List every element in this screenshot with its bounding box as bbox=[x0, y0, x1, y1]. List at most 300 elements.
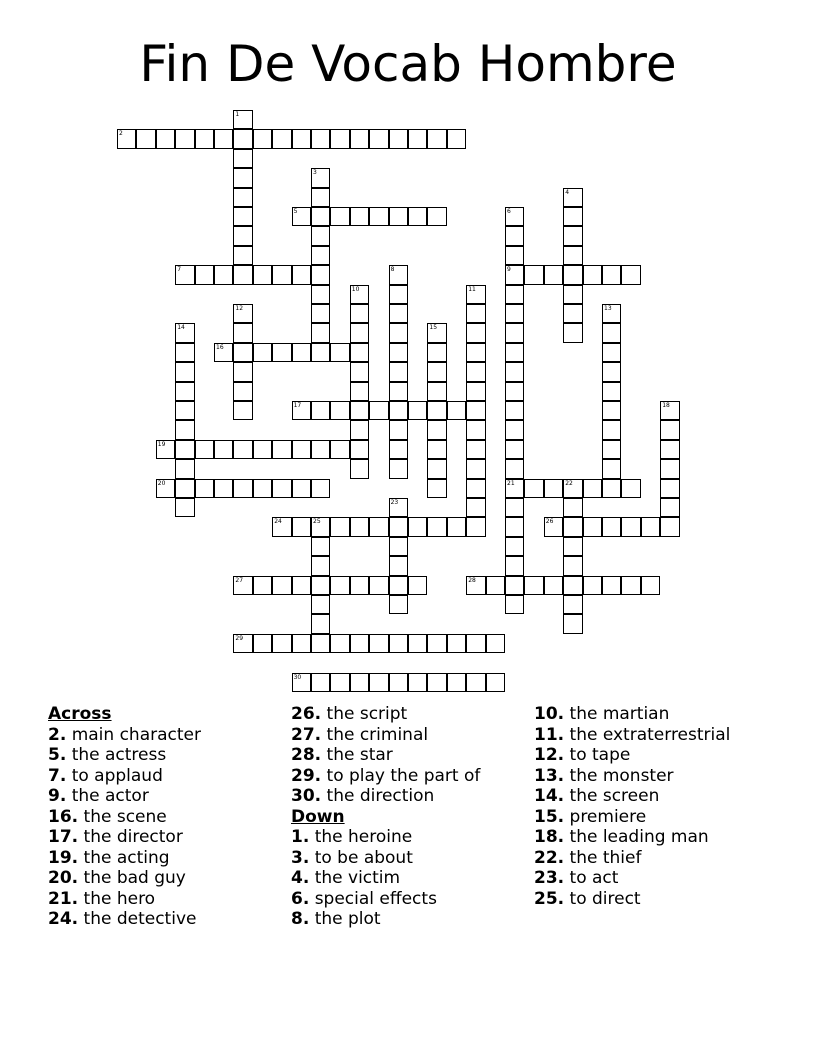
grid-cell[interactable] bbox=[292, 673, 311, 692]
grid-cell[interactable] bbox=[330, 576, 349, 595]
grid-cell[interactable] bbox=[292, 576, 311, 595]
grid-cell[interactable] bbox=[311, 226, 330, 245]
grid-cell[interactable] bbox=[350, 517, 369, 536]
grid-cell[interactable] bbox=[389, 285, 408, 304]
grid-cell[interactable] bbox=[233, 576, 252, 595]
grid-cell[interactable] bbox=[389, 595, 408, 614]
grid-cell[interactable] bbox=[292, 265, 311, 284]
grid-cell[interactable] bbox=[350, 401, 369, 420]
grid-cell[interactable] bbox=[389, 304, 408, 323]
grid-cell[interactable] bbox=[524, 265, 543, 284]
grid-cell[interactable] bbox=[350, 673, 369, 692]
grid-cell[interactable] bbox=[195, 129, 214, 148]
grid-cell[interactable] bbox=[389, 401, 408, 420]
grid-cell[interactable] bbox=[233, 265, 252, 284]
grid-cell[interactable] bbox=[408, 207, 427, 226]
grid-cell[interactable] bbox=[272, 343, 291, 362]
grid-cell[interactable] bbox=[660, 498, 679, 517]
grid-cell[interactable] bbox=[524, 479, 543, 498]
clue-item-number: 7. bbox=[48, 765, 67, 786]
grid-cell[interactable] bbox=[175, 343, 194, 362]
grid-cell[interactable] bbox=[233, 226, 252, 245]
grid-cell[interactable] bbox=[292, 634, 311, 653]
grid-cell[interactable] bbox=[389, 323, 408, 342]
grid-cell[interactable] bbox=[505, 265, 524, 284]
grid-cell[interactable] bbox=[136, 129, 155, 148]
grid-cell[interactable] bbox=[233, 323, 252, 342]
grid-cell[interactable] bbox=[563, 537, 582, 556]
grid-cell[interactable] bbox=[389, 265, 408, 284]
grid-cell[interactable] bbox=[641, 576, 660, 595]
grid-cell[interactable] bbox=[602, 401, 621, 420]
grid-cell[interactable] bbox=[427, 129, 446, 148]
grid-cell[interactable] bbox=[389, 537, 408, 556]
grid-cell[interactable] bbox=[602, 420, 621, 439]
grid-cell[interactable] bbox=[311, 168, 330, 187]
grid-cell[interactable] bbox=[311, 401, 330, 420]
grid-cell[interactable] bbox=[602, 382, 621, 401]
grid-cell[interactable] bbox=[233, 207, 252, 226]
grid-cell[interactable] bbox=[292, 343, 311, 362]
clue-item-text: the victim bbox=[309, 868, 401, 888]
grid-cell[interactable] bbox=[563, 207, 582, 226]
grid-cell[interactable] bbox=[272, 440, 291, 459]
grid-cell[interactable] bbox=[330, 401, 349, 420]
grid-cell[interactable] bbox=[292, 479, 311, 498]
grid-cell[interactable] bbox=[311, 323, 330, 342]
grid-cell[interactable] bbox=[233, 149, 252, 168]
grid-cell[interactable] bbox=[466, 459, 485, 478]
grid-cell[interactable] bbox=[466, 382, 485, 401]
grid-cell[interactable] bbox=[311, 673, 330, 692]
grid-cell[interactable] bbox=[602, 323, 621, 342]
grid-cell[interactable] bbox=[369, 576, 388, 595]
grid-cell[interactable] bbox=[602, 576, 621, 595]
grid-cell[interactable] bbox=[311, 207, 330, 226]
clue-item-text: the heroine bbox=[309, 827, 413, 847]
grid-cell[interactable] bbox=[505, 362, 524, 381]
grid-cell[interactable] bbox=[175, 440, 194, 459]
grid-cell[interactable] bbox=[641, 517, 660, 536]
grid-cell[interactable] bbox=[486, 634, 505, 653]
clue-item bbox=[48, 745, 283, 766]
grid-cell[interactable] bbox=[427, 382, 446, 401]
grid-cell[interactable] bbox=[583, 479, 602, 498]
grid-cell[interactable] bbox=[524, 576, 543, 595]
grid-cell[interactable] bbox=[621, 517, 640, 536]
grid-cell[interactable] bbox=[272, 265, 291, 284]
grid-cell[interactable] bbox=[233, 168, 252, 187]
grid-cell[interactable] bbox=[505, 517, 524, 536]
grid-cell[interactable] bbox=[175, 129, 194, 148]
grid-cell[interactable] bbox=[272, 129, 291, 148]
grid-cell[interactable] bbox=[505, 401, 524, 420]
grid-cell[interactable] bbox=[311, 634, 330, 653]
grid-cell[interactable] bbox=[563, 479, 582, 498]
grid-cell[interactable] bbox=[660, 420, 679, 439]
grid-cell[interactable] bbox=[466, 517, 485, 536]
grid-cell[interactable] bbox=[466, 576, 485, 595]
grid-cell[interactable] bbox=[563, 226, 582, 245]
grid-cell[interactable] bbox=[311, 440, 330, 459]
grid-cell[interactable] bbox=[466, 401, 485, 420]
grid-cell[interactable] bbox=[195, 479, 214, 498]
grid-cell[interactable] bbox=[408, 673, 427, 692]
grid-cell[interactable] bbox=[427, 517, 446, 536]
grid-cell[interactable] bbox=[427, 420, 446, 439]
grid-cell[interactable] bbox=[602, 304, 621, 323]
grid-cell[interactable] bbox=[466, 420, 485, 439]
grid-cell[interactable] bbox=[447, 517, 466, 536]
grid-cell[interactable] bbox=[175, 459, 194, 478]
grid-cell[interactable] bbox=[408, 129, 427, 148]
clue-number: 29 bbox=[235, 634, 244, 642]
grid-cell[interactable] bbox=[389, 420, 408, 439]
clue-item-text: the actor bbox=[66, 786, 149, 806]
grid-cell[interactable] bbox=[621, 265, 640, 284]
grid-cell[interactable] bbox=[602, 362, 621, 381]
grid-cell[interactable] bbox=[233, 362, 252, 381]
grid-cell[interactable] bbox=[233, 382, 252, 401]
grid-cell[interactable] bbox=[583, 517, 602, 536]
grid-cell[interactable] bbox=[427, 401, 446, 420]
clue-number: 27 bbox=[235, 576, 244, 584]
grid-cell[interactable] bbox=[389, 634, 408, 653]
grid-cell[interactable] bbox=[233, 304, 252, 323]
clue-item-number: 17. bbox=[48, 827, 79, 847]
grid-cell[interactable] bbox=[311, 129, 330, 148]
grid-cell[interactable] bbox=[389, 440, 408, 459]
grid-cell[interactable] bbox=[505, 595, 524, 614]
grid-cell[interactable] bbox=[175, 362, 194, 381]
grid-cell[interactable] bbox=[427, 440, 446, 459]
grid-cell[interactable] bbox=[486, 576, 505, 595]
grid-cell[interactable] bbox=[427, 479, 446, 498]
grid-cell[interactable] bbox=[233, 440, 252, 459]
grid-cell[interactable] bbox=[621, 479, 640, 498]
grid-cell[interactable] bbox=[505, 382, 524, 401]
clue-item bbox=[291, 868, 526, 889]
grid-cell[interactable] bbox=[350, 343, 369, 362]
grid-cell[interactable] bbox=[602, 479, 621, 498]
grid-cell[interactable] bbox=[466, 362, 485, 381]
grid-cell[interactable] bbox=[292, 129, 311, 148]
grid-cell[interactable] bbox=[408, 634, 427, 653]
grid-cell[interactable] bbox=[272, 479, 291, 498]
grid-cell[interactable] bbox=[156, 129, 175, 148]
grid-cell[interactable] bbox=[466, 479, 485, 498]
grid-cell[interactable] bbox=[369, 401, 388, 420]
grid-cell[interactable] bbox=[311, 595, 330, 614]
grid-cell[interactable] bbox=[563, 285, 582, 304]
grid-cell[interactable] bbox=[602, 517, 621, 536]
grid-cell[interactable] bbox=[350, 382, 369, 401]
grid-cell[interactable] bbox=[233, 246, 252, 265]
grid-cell[interactable] bbox=[350, 440, 369, 459]
grid-cell[interactable] bbox=[253, 265, 272, 284]
grid-cell[interactable] bbox=[330, 634, 349, 653]
grid-cell[interactable] bbox=[544, 265, 563, 284]
grid-cell[interactable] bbox=[505, 226, 524, 245]
grid-cell[interactable] bbox=[660, 440, 679, 459]
grid-cell[interactable] bbox=[466, 440, 485, 459]
grid-cell[interactable] bbox=[311, 304, 330, 323]
grid-cell[interactable] bbox=[447, 129, 466, 148]
grid-cell[interactable] bbox=[505, 343, 524, 362]
grid-cell[interactable] bbox=[389, 382, 408, 401]
grid-cell[interactable] bbox=[389, 459, 408, 478]
grid-cell[interactable] bbox=[330, 207, 349, 226]
grid-cell[interactable] bbox=[330, 673, 349, 692]
grid-cell[interactable] bbox=[350, 459, 369, 478]
grid-cell[interactable] bbox=[350, 285, 369, 304]
grid-cell[interactable] bbox=[214, 479, 233, 498]
grid-cell[interactable] bbox=[350, 634, 369, 653]
grid-cell[interactable] bbox=[156, 440, 175, 459]
grid-cell[interactable] bbox=[505, 246, 524, 265]
grid-cell[interactable] bbox=[389, 129, 408, 148]
grid-cell[interactable] bbox=[505, 440, 524, 459]
grid-cell[interactable] bbox=[311, 614, 330, 633]
grid-cell[interactable] bbox=[563, 614, 582, 633]
grid-cell[interactable] bbox=[233, 129, 252, 148]
grid-cell[interactable] bbox=[602, 265, 621, 284]
grid-cell[interactable] bbox=[175, 382, 194, 401]
grid-cell[interactable] bbox=[563, 517, 582, 536]
grid-cell[interactable] bbox=[563, 498, 582, 517]
clue-item-text: to act bbox=[564, 868, 619, 888]
grid-cell[interactable] bbox=[369, 129, 388, 148]
grid-cell[interactable] bbox=[389, 343, 408, 362]
grid-cell[interactable] bbox=[602, 440, 621, 459]
grid-cell[interactable] bbox=[330, 517, 349, 536]
clue-item bbox=[534, 786, 794, 807]
grid-cell[interactable] bbox=[466, 343, 485, 362]
grid-cell[interactable] bbox=[350, 129, 369, 148]
grid-cell[interactable] bbox=[563, 323, 582, 342]
grid-cell[interactable] bbox=[311, 285, 330, 304]
grid-cell[interactable] bbox=[505, 323, 524, 342]
grid-cell[interactable] bbox=[505, 537, 524, 556]
clue-item-number: 2. bbox=[48, 724, 67, 745]
grid-cell[interactable] bbox=[505, 420, 524, 439]
grid-cell[interactable] bbox=[350, 207, 369, 226]
grid-cell[interactable] bbox=[233, 401, 252, 420]
grid-cell[interactable] bbox=[602, 459, 621, 478]
grid-cell[interactable] bbox=[292, 207, 311, 226]
grid-cell[interactable] bbox=[660, 479, 679, 498]
grid-cell[interactable] bbox=[389, 576, 408, 595]
grid-cell[interactable] bbox=[253, 479, 272, 498]
grid-cell[interactable] bbox=[563, 265, 582, 284]
grid-cell[interactable] bbox=[427, 634, 446, 653]
grid-cell[interactable] bbox=[253, 129, 272, 148]
grid-cell[interactable] bbox=[563, 304, 582, 323]
grid-cell[interactable] bbox=[253, 634, 272, 653]
grid-cell[interactable] bbox=[389, 556, 408, 575]
clue-item-text: the actress bbox=[66, 745, 167, 765]
clue-number: 19 bbox=[157, 440, 166, 448]
grid-cell[interactable] bbox=[427, 459, 446, 478]
clue-item bbox=[291, 745, 526, 766]
grid-cell[interactable] bbox=[311, 265, 330, 284]
grid-cell[interactable] bbox=[389, 517, 408, 536]
grid-cell[interactable] bbox=[408, 401, 427, 420]
grid-cell[interactable] bbox=[660, 401, 679, 420]
grid-cell[interactable] bbox=[214, 265, 233, 284]
grid-cell[interactable] bbox=[311, 343, 330, 362]
grid-cell[interactable] bbox=[350, 576, 369, 595]
grid-cell[interactable] bbox=[466, 323, 485, 342]
grid-cell[interactable] bbox=[253, 440, 272, 459]
grid-cell[interactable] bbox=[583, 265, 602, 284]
grid-cell[interactable] bbox=[311, 537, 330, 556]
grid-cell[interactable] bbox=[272, 576, 291, 595]
grid-cell[interactable] bbox=[466, 285, 485, 304]
clue-item-number: 22. bbox=[534, 847, 565, 868]
grid-cell[interactable] bbox=[311, 188, 330, 207]
grid-cell[interactable] bbox=[272, 517, 291, 536]
grid-cell[interactable] bbox=[175, 498, 194, 517]
clue-item-number: 6. bbox=[291, 888, 310, 909]
grid-cell[interactable] bbox=[486, 673, 505, 692]
grid-cell[interactable] bbox=[233, 343, 252, 362]
grid-cell[interactable] bbox=[214, 129, 233, 148]
clue-item-text: special effects bbox=[309, 888, 437, 909]
grid-cell[interactable] bbox=[544, 479, 563, 498]
grid-cell[interactable] bbox=[447, 634, 466, 653]
grid-cell[interactable] bbox=[602, 343, 621, 362]
grid-cell[interactable] bbox=[563, 595, 582, 614]
grid-cell[interactable] bbox=[427, 362, 446, 381]
grid-cell[interactable] bbox=[233, 479, 252, 498]
grid-cell[interactable] bbox=[233, 188, 252, 207]
grid-cell[interactable] bbox=[389, 362, 408, 381]
clue-item-number: 30. bbox=[291, 786, 322, 806]
clue-item-text: main character bbox=[66, 724, 201, 745]
clue-item-number: 10. bbox=[534, 704, 565, 724]
clue-item-number: 27. bbox=[291, 724, 322, 745]
grid-cell[interactable] bbox=[505, 498, 524, 517]
clue-number: 5 bbox=[293, 208, 298, 215]
grid-cell[interactable] bbox=[175, 479, 194, 498]
clue-item-number: 24. bbox=[48, 909, 79, 929]
grid-cell[interactable] bbox=[660, 459, 679, 478]
grid-cell[interactable] bbox=[175, 420, 194, 439]
grid-cell[interactable] bbox=[563, 246, 582, 265]
grid-cell[interactable] bbox=[505, 556, 524, 575]
grid-cell[interactable] bbox=[350, 304, 369, 323]
grid-cell[interactable] bbox=[117, 129, 136, 148]
grid-cell[interactable] bbox=[369, 517, 388, 536]
grid-cell[interactable] bbox=[505, 285, 524, 304]
grid-cell[interactable] bbox=[389, 498, 408, 517]
clue-item bbox=[291, 909, 526, 930]
grid-cell[interactable] bbox=[292, 440, 311, 459]
grid-cell[interactable] bbox=[660, 517, 679, 536]
grid-cell[interactable] bbox=[563, 556, 582, 575]
grid-cell[interactable] bbox=[369, 634, 388, 653]
grid-cell[interactable] bbox=[544, 517, 563, 536]
grid-cell[interactable] bbox=[195, 440, 214, 459]
grid-cell[interactable] bbox=[466, 304, 485, 323]
clue-number: 2 bbox=[119, 130, 123, 138]
grid-cell[interactable] bbox=[389, 207, 408, 226]
grid-cell[interactable] bbox=[330, 440, 349, 459]
grid-cell[interactable] bbox=[447, 401, 466, 420]
grid-cell[interactable] bbox=[233, 634, 252, 653]
grid-cell[interactable] bbox=[427, 673, 446, 692]
clue-item bbox=[48, 827, 283, 848]
clue-item-number: 18. bbox=[534, 827, 565, 847]
grid-cell[interactable] bbox=[350, 420, 369, 439]
grid-cell[interactable] bbox=[233, 110, 252, 129]
grid-cell[interactable] bbox=[505, 479, 524, 498]
grid-cell[interactable] bbox=[427, 323, 446, 342]
grid-cell[interactable] bbox=[195, 265, 214, 284]
clue-item bbox=[48, 868, 283, 889]
clue-number: 18 bbox=[662, 402, 670, 409]
grid-cell[interactable] bbox=[253, 343, 272, 362]
grid-cell[interactable] bbox=[311, 246, 330, 265]
grid-cell[interactable] bbox=[466, 634, 485, 653]
grid-cell[interactable] bbox=[466, 498, 485, 517]
grid-cell[interactable] bbox=[292, 517, 311, 536]
grid-cell[interactable] bbox=[311, 556, 330, 575]
grid-cell[interactable] bbox=[369, 673, 388, 692]
grid-cell[interactable] bbox=[175, 323, 194, 342]
grid-cell[interactable] bbox=[427, 343, 446, 362]
grid-cell[interactable] bbox=[408, 576, 427, 595]
clue-column-3 bbox=[534, 704, 794, 909]
grid-cell[interactable] bbox=[544, 576, 563, 595]
clue-item bbox=[534, 766, 794, 787]
grid-cell[interactable] bbox=[505, 576, 524, 595]
clue-item-text: to be about bbox=[309, 847, 413, 868]
grid-cell[interactable] bbox=[214, 440, 233, 459]
grid-cell[interactable] bbox=[408, 517, 427, 536]
grid-cell[interactable] bbox=[214, 343, 233, 362]
grid-cell[interactable] bbox=[369, 207, 388, 226]
clue-item-number: 5. bbox=[48, 745, 67, 765]
grid-cell[interactable] bbox=[272, 634, 291, 653]
grid-cell[interactable] bbox=[253, 576, 272, 595]
clue-item-text: the plot bbox=[309, 909, 381, 929]
grid-cell[interactable] bbox=[427, 207, 446, 226]
grid-cell[interactable] bbox=[156, 479, 175, 498]
grid-cell[interactable] bbox=[311, 479, 330, 498]
grid-cell[interactable] bbox=[350, 362, 369, 381]
grid-cell[interactable] bbox=[311, 576, 330, 595]
grid-cell[interactable] bbox=[311, 517, 330, 536]
grid-cell[interactable] bbox=[563, 576, 582, 595]
grid-cell[interactable] bbox=[350, 323, 369, 342]
grid-cell[interactable] bbox=[505, 304, 524, 323]
grid-cell[interactable] bbox=[505, 207, 524, 226]
grid-cell[interactable] bbox=[330, 129, 349, 148]
grid-cell[interactable] bbox=[330, 343, 349, 362]
grid-cell[interactable] bbox=[466, 673, 485, 692]
grid-cell[interactable] bbox=[292, 401, 311, 420]
grid-cell[interactable] bbox=[175, 401, 194, 420]
grid-cell[interactable] bbox=[505, 459, 524, 478]
grid-cell[interactable] bbox=[447, 673, 466, 692]
grid-cell[interactable] bbox=[621, 576, 640, 595]
grid-cell[interactable] bbox=[175, 265, 194, 284]
grid-cell[interactable] bbox=[389, 673, 408, 692]
grid-cell[interactable] bbox=[583, 576, 602, 595]
grid-cell[interactable] bbox=[563, 188, 582, 207]
